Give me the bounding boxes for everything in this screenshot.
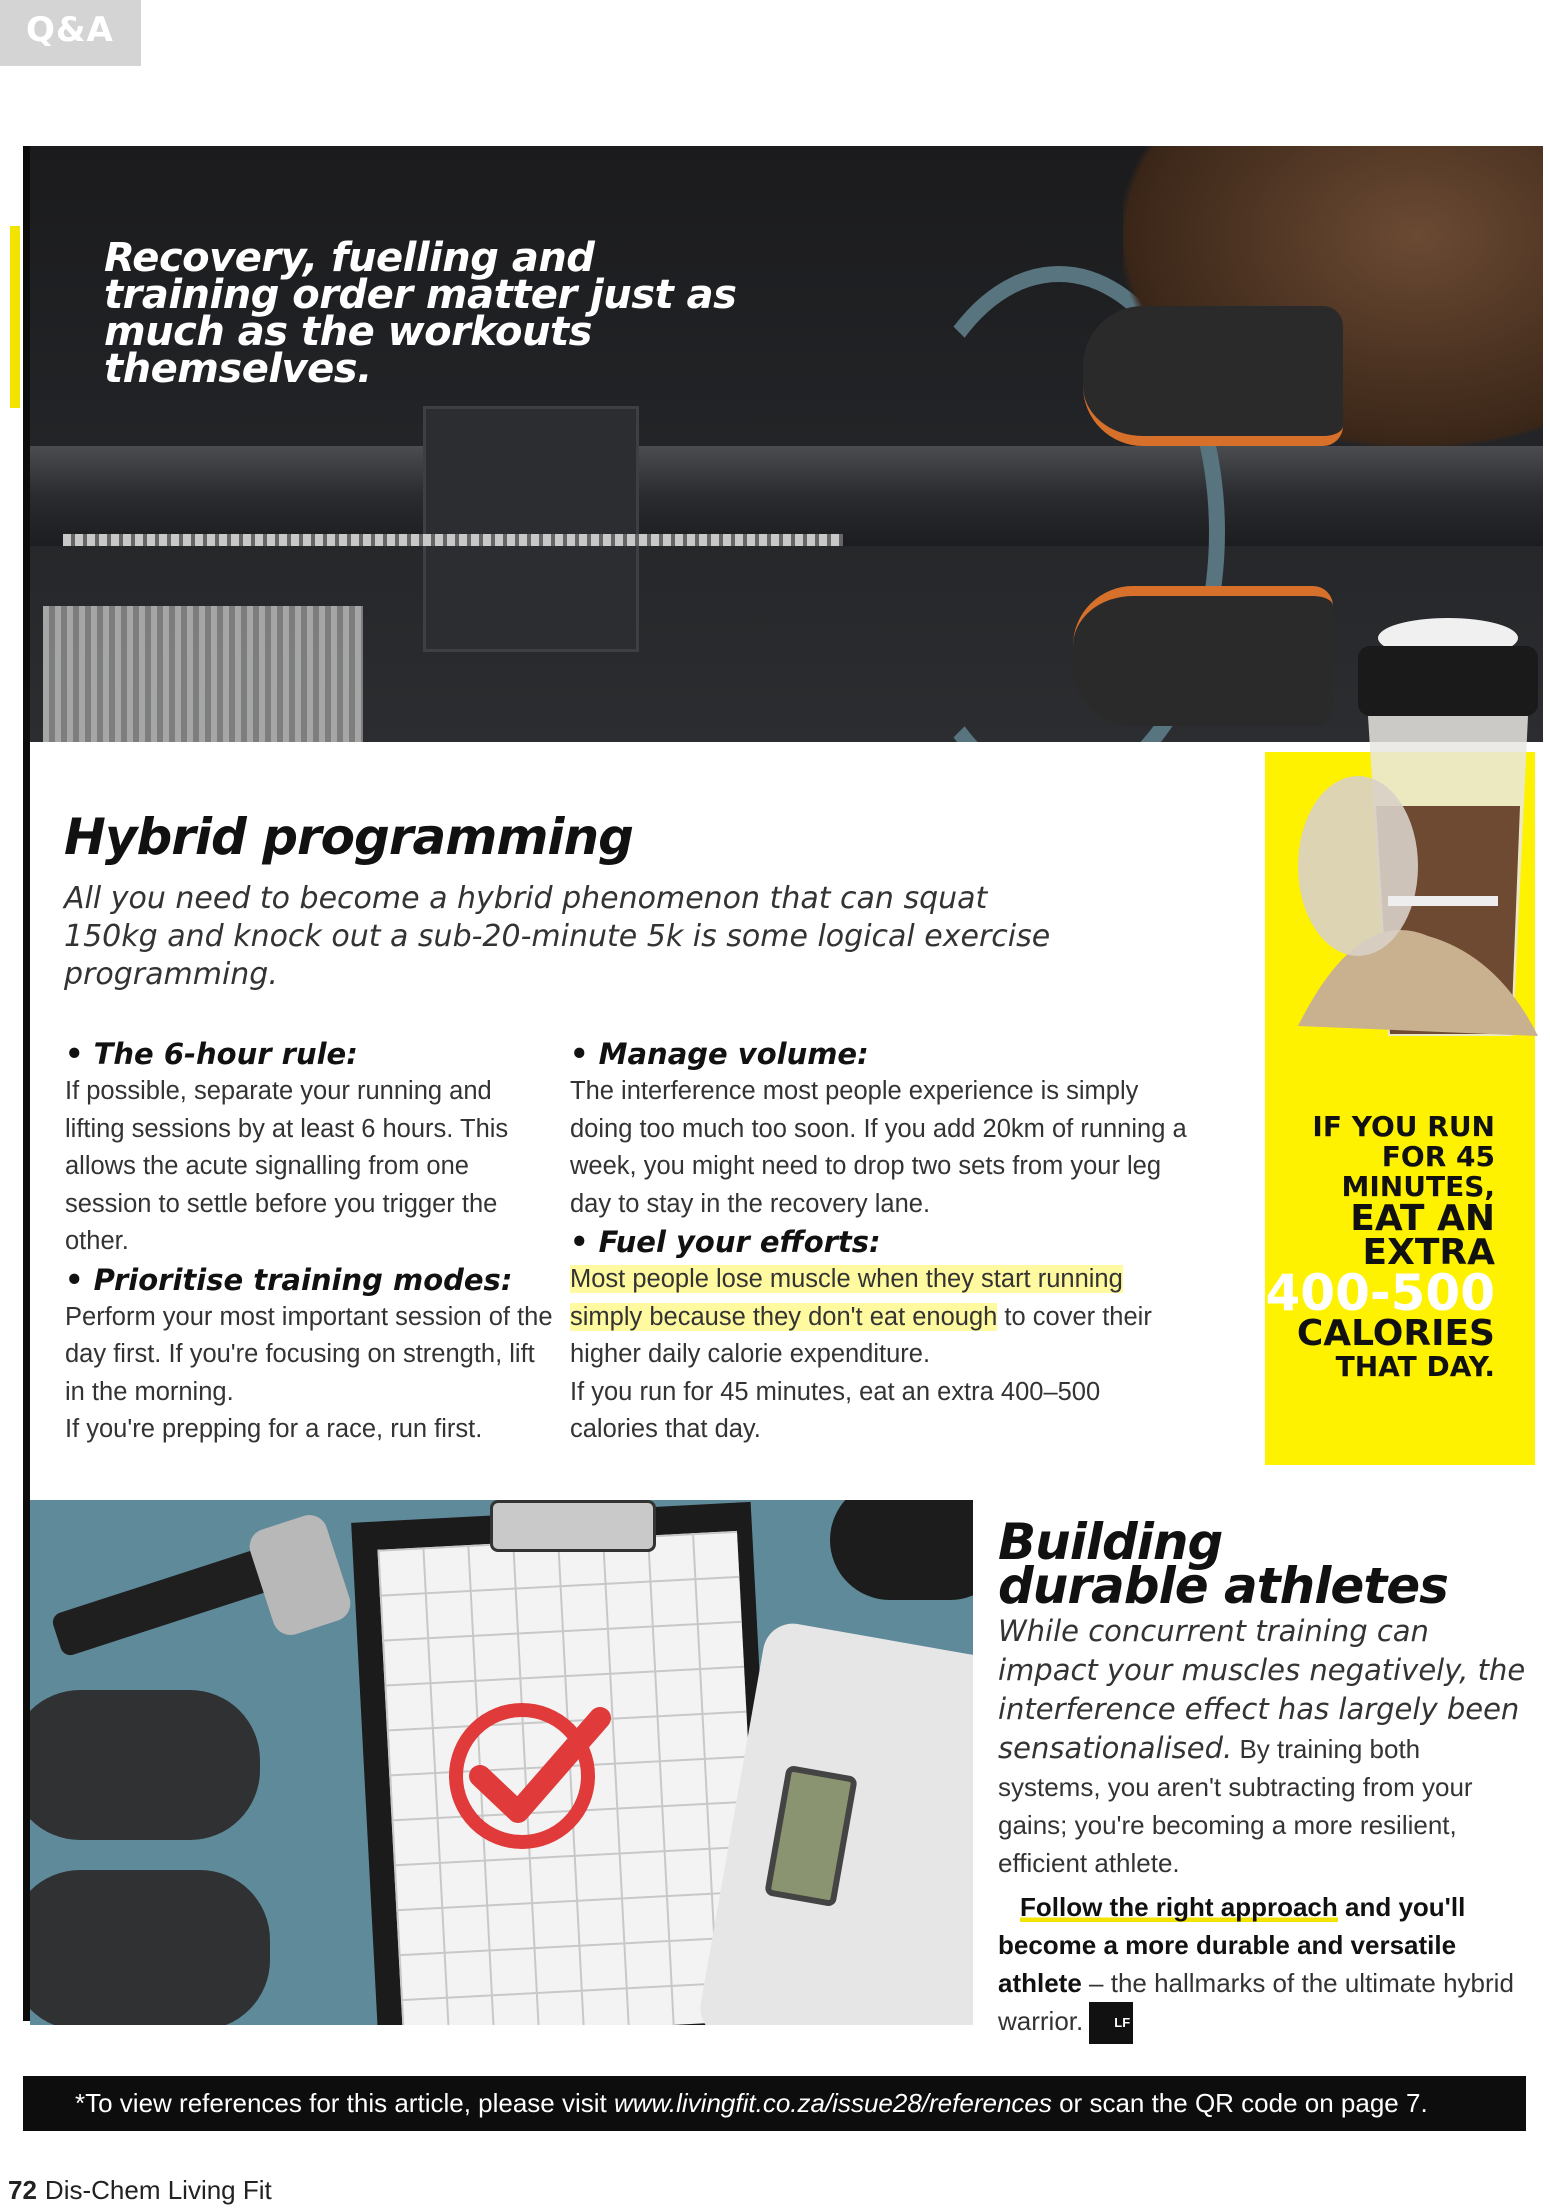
protein-shaker-image [1298,606,1538,1056]
section-intro-hybrid: All you need to become a hybrid phenomenon that can squat 150kg and knock out a sub-20-minute 5k is some logical exercise programming. [64,881,1051,992]
callout-line-4: CALORIES [1296,1313,1495,1354]
tip-heading: • Manage volume: [570,1037,869,1071]
photo-clipboard-checkmark [30,1500,973,2025]
sneaker [30,1690,260,1840]
ref-suffix: or scan the QR code on page 7. [1051,2088,1428,2118]
rower-flywheel [43,606,363,742]
checkmark-icon [440,1680,620,1860]
sneaker [30,1870,270,2025]
references-link[interactable]: www.livingfit.co.za/issue28/references [614,2088,1052,2118]
clipboard-clamp [490,1500,656,1552]
tips-column-left [65,1035,555,1449]
intro-italic: While concurrent training can impact your muscles negatively, the interference effect has largely been sensationalised. [998,1614,1526,1765]
highlighted-text: Most people lose muscle when they start running simply because they don't eat enough [570,1265,1123,1331]
intro-rest: By training both systems, you aren't subtracting from your gains; you're becoming a more resilient, efficient athlete. [998,1734,1473,1878]
tip-body: If you're prepping for a race, run first. [65,1415,483,1443]
tip-heading: • The 6-hour rule: [65,1037,358,1071]
tip-heading: • Fuel your efforts: [570,1225,881,1259]
body-paragraph [998,1612,1528,1882]
references-text [75,2076,1428,2131]
end-mark-icon: LF [1089,2002,1133,2044]
tip-body: If you run for 45 minutes, eat an extra 400–500 calories that day. [570,1377,1101,1443]
section-tab-label: Q&A [26,10,114,50]
kettlebell [830,1500,973,1600]
callout-line-1: IF YOU RUN FOR 45 MINUTES, [1312,1110,1495,1203]
quote-accent-bar [10,226,20,408]
callout-calorie-range: 400-500 [1265,1264,1495,1322]
heading-line: durable athletes [998,1557,1448,1615]
callout-line-5: THAT DAY. [1335,1350,1495,1383]
magazine-name: Dis-Chem Living Fit [44,2175,272,2205]
references-bar [23,2076,1526,2131]
rower-chain [63,534,843,546]
rower-rail [23,446,1543,546]
section-heading-building [998,1513,1448,1615]
tip-body: If possible, separate your running and lifting sessions by at least 6 hours. This allows the acute signalling from one session to settle before you trigger the other. [65,1077,509,1255]
page-folio [8,2175,272,2206]
calorie-callout [1265,1112,1495,1382]
tip-body-rest: to cover their higher daily calorie expenditure. [570,1302,1152,1368]
rower-seat [423,406,639,652]
dumbbell-plate [245,1510,355,1639]
body-paragraph [998,1888,1528,2044]
underlined-phrase: Follow the right approach [1020,1892,1338,1922]
hero-pull-quote: Recovery, fuelling and training order matter just as much as the workouts themselves. [104,235,737,392]
tip-body: The interference most people experience is simply doing too much too soon. If you add 20km of running a week, you might need to drop two sets from your leg day to stay in the recovery lane. [570,1077,1187,1218]
section-tab [0,0,141,66]
bold-phrase: and you'll become a more durable and versatile athlete [998,1892,1466,1998]
closing-text: – the hallmarks of the ultimate hybrid warrior. [998,1968,1514,2036]
heading-line: Building [998,1513,1223,1571]
page-edge-rule [23,146,30,2021]
section-body-building [998,1612,1528,2044]
section-heading-hybrid: Hybrid programming [64,808,633,866]
ref-prefix: *To view references for this article, please visit [75,2088,614,2118]
tips-column-right [570,1035,1190,1449]
athlete-shoe [1083,306,1343,446]
athlete-shoe [1073,586,1333,726]
tip-body [570,1261,1190,1374]
tip-heading: • Prioritise training modes: [65,1262,513,1297]
callout-line-2: EAT AN EXTRA [1350,1198,1495,1273]
tip-body: Perform your most important session of the day first. If you're focusing on strength, lift in the morning. [65,1302,553,1406]
page-number: 72 [8,2175,37,2205]
